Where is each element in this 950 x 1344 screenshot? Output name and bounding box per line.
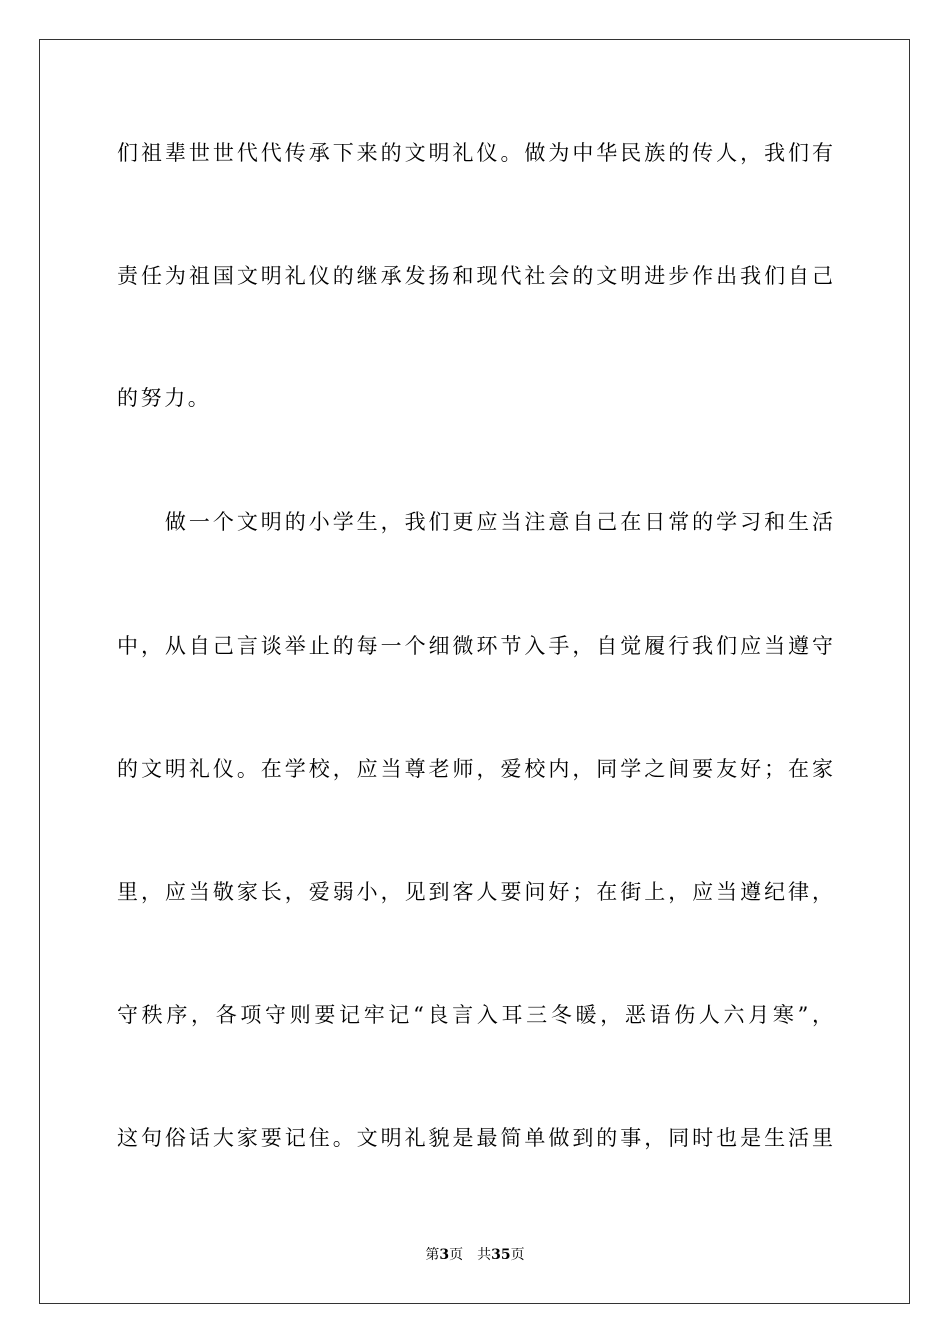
body-line-6: 的文明礼仪。在学校，应当尊老师，爱校内，同学之间要友好；在家 [117, 757, 833, 781]
page-frame [39, 39, 910, 1304]
footer-total-suffix: 页 [510, 1247, 525, 1263]
body-line-3: 的努力。 [117, 386, 212, 410]
footer-total-prefix: 共 [477, 1247, 492, 1263]
body-line-9: 这句俗话大家要记住。文明礼貌是最简单做到的事，同时也是生活里 [117, 1126, 833, 1150]
body-line-8: 守秩序，各项守则要记牢记“良言入耳三冬暖，恶语伤人六月寒”， [117, 1003, 833, 1027]
body-line-2: 责任为祖国文明礼仪的继承发扬和现代社会的文明进步作出我们自己 [117, 264, 833, 288]
body-line-7: 里，应当敬家长，爱弱小，见到客人要问好；在街上，应当遵纪律， [117, 880, 833, 904]
footer-page-prefix: 第 [425, 1247, 440, 1263]
footer-total-pages: 35 [491, 1247, 511, 1263]
footer-page-suffix: 页 [449, 1247, 464, 1263]
body-line-5: 中，从自己言谈举止的每一个细微环节入手，自觉履行我们应当遵守 [117, 634, 833, 658]
body-line-1: 们祖辈世世代代传承下来的文明礼仪。做为中华民族的传人，我们有 [117, 141, 833, 165]
page-footer [0, 1246, 950, 1264]
footer-page-number: 3 [439, 1247, 450, 1263]
body-line-4: 做一个文明的小学生，我们更应当注意自己在日常的学习和生活 [117, 510, 833, 534]
